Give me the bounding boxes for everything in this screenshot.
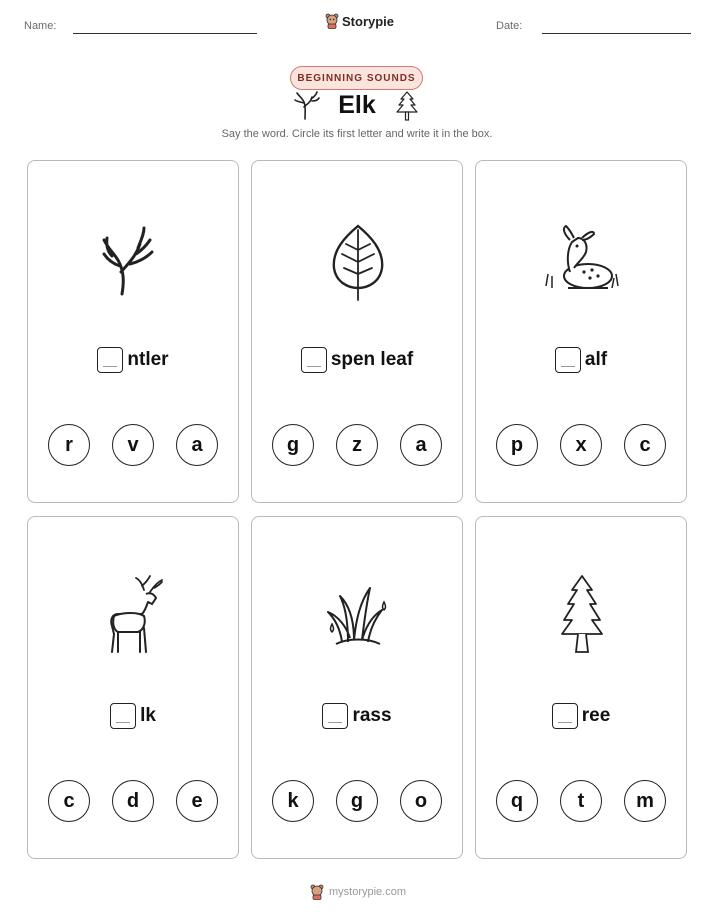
word-ending: rass [352, 705, 392, 726]
grass-icon [308, 572, 408, 662]
letter-choice[interactable]: p [496, 424, 538, 466]
word-card [251, 160, 463, 503]
word-card [251, 516, 463, 859]
worksheet-title: Elk [338, 91, 376, 119]
footer-site[interactable]: mystorypie.com [329, 886, 407, 898]
letter-choice[interactable]: c [48, 780, 90, 822]
letter-choice[interactable]: e [176, 780, 218, 822]
letter-choice[interactable]: r [48, 424, 90, 466]
word-ending: alf [584, 349, 608, 370]
letter-choice[interactable]: t [560, 780, 602, 822]
word-ending: lk [140, 705, 156, 726]
name-field[interactable] [73, 33, 257, 34]
letter-choices [476, 424, 686, 466]
letter-choices [28, 424, 238, 466]
word-row [476, 347, 686, 373]
word-row [476, 703, 686, 729]
letter-choice[interactable]: x [560, 424, 602, 466]
answer-box[interactable] [301, 347, 327, 373]
letter-choices [252, 780, 462, 822]
answer-box[interactable] [552, 703, 578, 729]
footer [310, 884, 406, 900]
letter-choice[interactable]: z [336, 424, 378, 466]
antler-icon [84, 216, 184, 306]
letter-choice[interactable]: a [400, 424, 442, 466]
answer-box[interactable] [322, 703, 348, 729]
pine-tree-decoration-icon [394, 90, 420, 122]
bear-mascot-icon [325, 13, 339, 29]
letter-choices [28, 780, 238, 822]
name-label: Name: [24, 20, 57, 32]
letter-choice[interactable]: o [400, 780, 442, 822]
category-badge: BEGINNING SOUNDS [290, 66, 423, 90]
word-ending: spen leaf [330, 349, 414, 370]
calf-icon [532, 216, 632, 306]
elk-icon [84, 572, 184, 662]
letter-choice[interactable]: c [624, 424, 666, 466]
letter-choice[interactable]: k [272, 780, 314, 822]
answer-box[interactable] [110, 703, 136, 729]
aspen-leaf-icon [308, 216, 408, 306]
letter-choice[interactable]: d [112, 780, 154, 822]
word-ending: ree [581, 705, 611, 726]
letter-choice[interactable]: g [336, 780, 378, 822]
word-row [28, 347, 238, 373]
date-label: Date: [496, 20, 523, 32]
word-row [252, 703, 462, 729]
word-card [27, 516, 239, 859]
letter-choice[interactable]: m [624, 780, 666, 822]
bear-mascot-icon [310, 884, 324, 900]
letter-choice[interactable]: a [176, 424, 218, 466]
word-ending: ntler [127, 349, 169, 370]
letter-choice[interactable]: v [112, 424, 154, 466]
tree-icon [532, 572, 632, 662]
brand-name: Storypie [342, 13, 395, 29]
instructions: Say the word. Circle its first letter and write it in the box. [221, 128, 493, 140]
word-card [27, 160, 239, 503]
letter-choice[interactable]: q [496, 780, 538, 822]
word-row [252, 347, 462, 373]
letter-choices [252, 424, 462, 466]
brand-logo [325, 13, 394, 29]
date-field[interactable] [542, 33, 691, 34]
word-card [475, 160, 687, 503]
word-row [28, 703, 238, 729]
word-card [475, 516, 687, 859]
answer-box[interactable] [97, 347, 123, 373]
letter-choice[interactable]: g [272, 424, 314, 466]
answer-box[interactable] [555, 347, 581, 373]
letter-choices [476, 780, 686, 822]
